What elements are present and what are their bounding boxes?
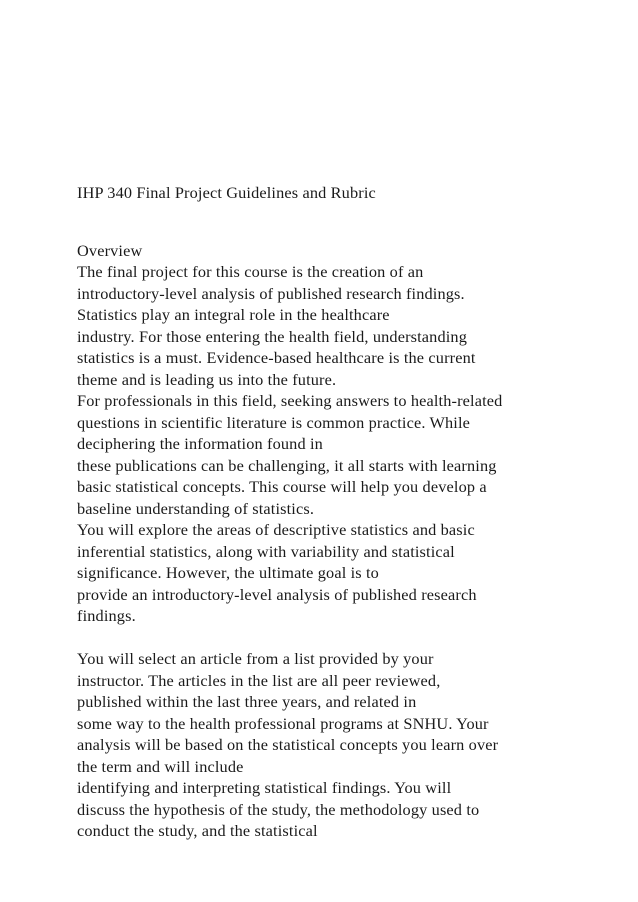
text-line: the term and will include <box>77 757 244 776</box>
text-line: theme and is leading us into the future. <box>77 370 337 389</box>
text-line: conduct the study, and the statistical <box>77 821 318 840</box>
text-line: significance. However, the ultimate goal is to <box>77 563 379 582</box>
text-line: analysis will be based on the statistical concepts you learn over <box>77 735 499 754</box>
text-line: You will explore the areas of descriptive statistics and basic <box>77 520 475 539</box>
text-line: deciphering the information found in <box>77 434 323 453</box>
text-line: Overview <box>77 241 143 260</box>
text-line: introductory-level analysis of published research findings. <box>77 284 465 303</box>
text-line: inferential statistics, along with variability and statistical <box>77 542 455 561</box>
text-line: The final project for this course is the creation of an <box>77 262 424 281</box>
text-line: questions in scientific literature is common practice. While <box>77 413 471 432</box>
text-line: provide an introductory-level analysis of published research <box>77 585 477 604</box>
text-line: published within the last three years, and related in <box>77 692 417 711</box>
text-line: Statistics play an integral role in the healthcare <box>77 305 390 324</box>
text-line: discuss the hypothesis of the study, the methodology used to <box>77 800 480 819</box>
text-line: industry. For those entering the health field, understanding <box>77 327 468 346</box>
text-line: findings. <box>77 606 136 625</box>
document-title: IHP 340 Final Project Guidelines and Rubric <box>77 183 376 202</box>
text-line: For professionals in this field, seeking answers to health-related <box>77 391 503 410</box>
text-line: instructor. The articles in the list are all peer reviewed, <box>77 671 441 690</box>
text-line: statistics is a must. Evidence-based healthcare is the current <box>77 348 476 367</box>
text-line: identifying and interpreting statistical findings. You will <box>77 778 452 797</box>
text-line: some way to the health professional programs at SNHU. Your <box>77 714 489 733</box>
text-line: baseline understanding of statistics. <box>77 499 315 518</box>
text-line: basic statistical concepts. This course will help you develop a <box>77 477 487 496</box>
text-line: these publications can be challenging, it all starts with learning <box>77 456 497 475</box>
text-line: You will select an article from a list provided by your <box>77 649 434 668</box>
